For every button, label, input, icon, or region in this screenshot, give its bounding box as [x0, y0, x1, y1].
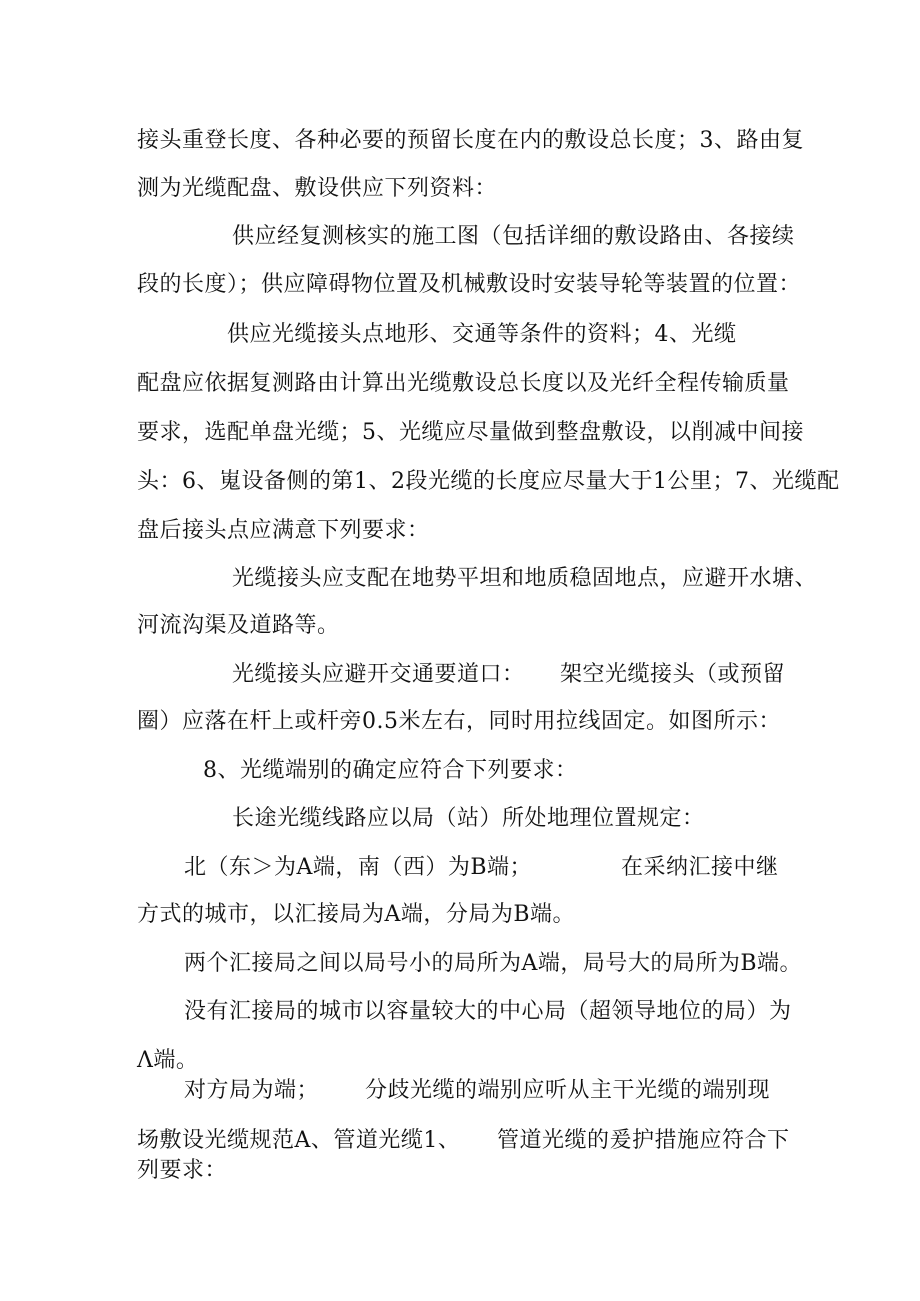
text-line: 架空光缆接头（或预留	[560, 662, 786, 687]
text-line: 接头重登长度、各种必要的预留长度在内的敷设总长度；3、路由复	[137, 128, 804, 153]
text-line: 场敷设光缆规范A、管道光缆1、	[137, 1128, 461, 1153]
text-line: 管道光缆的爰护措施应符合下	[497, 1128, 790, 1153]
text-line: 供应经复测核实的施工图（包括详细的敷设路由、各接续	[232, 224, 795, 249]
text-line: Λ端。	[137, 1048, 199, 1073]
text-line: 光缆接头应避开交通要道口：	[232, 662, 525, 687]
text-line: 头：6、嵬设备侧的第1、2段光缆的长度应尽量大于1公里；7、光缆配	[137, 469, 840, 494]
text-line: 光缆接头应支配在地势平坦和地质稳固地点，应避开水塘、	[232, 566, 818, 591]
text-line: 配盘应依据复测路由计算出光缆敷设总长度以及光纤全程传输质量	[137, 371, 790, 396]
text-line: 分歧光缆的端别应听从主干光缆的端别现	[365, 1078, 771, 1103]
text-line: 方式的城市，以汇接局为A端，分局为B端。	[137, 902, 576, 927]
text-line: 两个汇接局之间以局号小的局所为A端，局号大的局所为B端。	[184, 951, 803, 976]
text-line: 供应光缆接头点地形、交通等条件的资料；4、光缆	[227, 322, 737, 347]
text-line: 在采纳汇接中继	[621, 855, 779, 880]
text-line: 测为光缆配盘、敷设供应下列资料：	[137, 176, 498, 201]
text-line: 没有汇接局的城市以容量较大的中心局（超领导地位的局）为	[184, 999, 792, 1024]
text-line: 圈）应落在杆上或杆旁0.5米左右，同时用拉线固定。如图所示：	[137, 709, 781, 734]
text-line: 要求，选配单盘光缆；5、光缆应尽量做到整盘敷设，以削减中间接	[137, 420, 804, 445]
text-line: 对方局为端；	[184, 1078, 320, 1103]
text-line: 8、光缆端别的确定应符合下列要求：	[203, 758, 578, 783]
text-line: 列要求：	[137, 1158, 228, 1183]
text-line: 长途光缆线路应以局（站）所处地理位置规定：	[232, 806, 705, 831]
text-line: 北（东＞为A端，南（西）为B端；	[184, 855, 533, 880]
text-line: 河流沟渠及道路等。	[137, 613, 340, 638]
text-line: 盘后接头点应满意下列要求：	[137, 518, 430, 543]
text-line: 段的长度）；供应障碍物位置及机械敷设时安装导轮等装置的位置：	[137, 272, 802, 297]
